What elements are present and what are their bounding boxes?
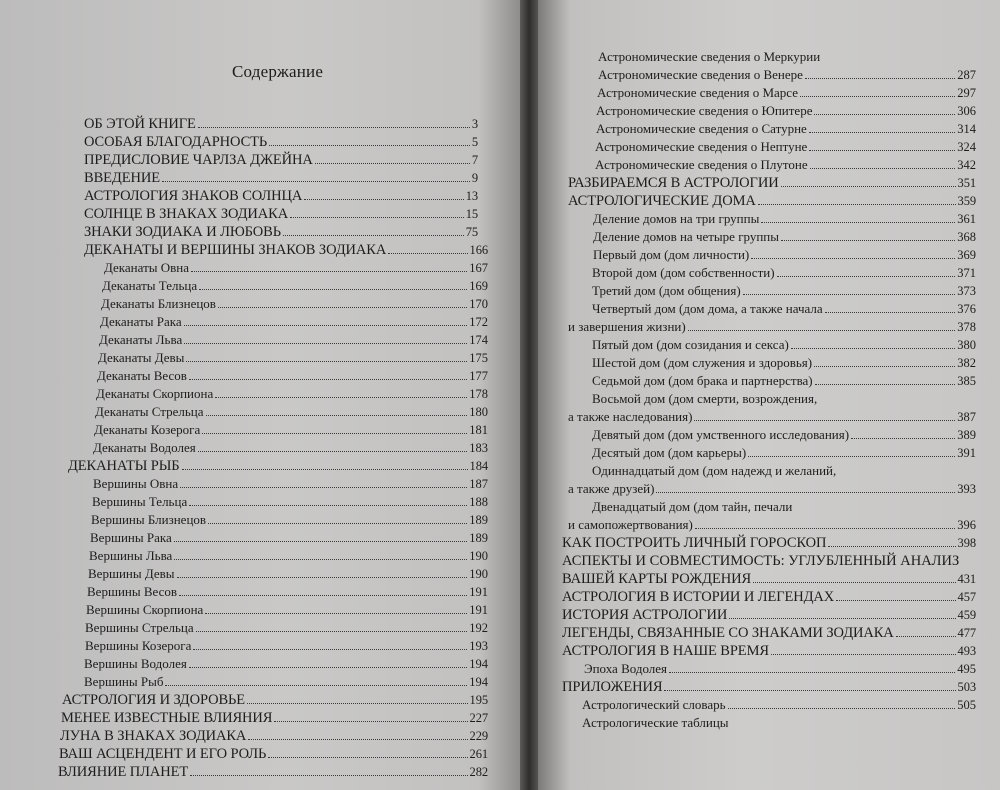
toc-entry	[88, 565, 488, 583]
toc-entry	[562, 606, 976, 624]
toc-entry-title: Деканаты Стрельца	[95, 404, 204, 419]
toc-entry	[84, 169, 478, 187]
toc-entry-title: Третий дом (дом общения)	[592, 283, 741, 298]
toc-entry	[584, 660, 976, 678]
toc-entry	[93, 439, 488, 457]
toc-entry-page: 190	[469, 549, 488, 563]
dot-leader	[791, 348, 955, 349]
dot-leader	[268, 757, 467, 758]
toc-entry-page: 459	[957, 608, 976, 622]
toc-entry-title: Деканаты Козерога	[94, 422, 201, 437]
toc-entry-title: Шестой дом (дом служения и здоровья)	[592, 355, 813, 370]
toc-entry	[68, 457, 488, 475]
toc-entry-title: Двенадцатый дом (дом тайн, печали	[592, 499, 793, 514]
toc-entry-page: 177	[469, 369, 488, 383]
toc-entry-page: 195	[469, 693, 488, 707]
toc-entry	[104, 259, 488, 277]
toc-entry-page: 172	[469, 315, 488, 329]
toc-entry-page: 167	[469, 261, 488, 275]
toc-entry-title: Астрономические сведения о Плутоне	[595, 157, 808, 172]
dot-leader	[771, 654, 956, 655]
dot-leader	[896, 636, 956, 637]
toc-entry-title: ПРЕДИСЛОВИЕ ЧАРЛЗА ДЖЕЙНА	[84, 152, 313, 168]
toc-entry-title: Деканаты Тельца	[102, 278, 198, 293]
dot-leader	[184, 343, 467, 344]
dot-leader	[290, 217, 464, 218]
toc-entry-title: РАЗБИРАЕМСЯ В АСТРОЛОГИИ	[568, 175, 779, 191]
toc-entry	[592, 390, 817, 408]
toc-entry-page: 387	[957, 410, 976, 424]
dot-leader	[669, 672, 955, 673]
toc-entry-page: 306	[957, 104, 976, 118]
dot-leader	[198, 451, 468, 452]
toc-entry-page: 378	[957, 320, 976, 334]
toc-entry	[595, 156, 976, 174]
toc-entry-page: 180	[469, 405, 488, 419]
toc-entry-page: 174	[469, 333, 488, 347]
dot-leader	[729, 618, 955, 619]
toc-entry-page: 192	[469, 621, 488, 635]
toc-entry-title: ЛУНА В ЗНАКАХ ЗОДИАКА	[60, 728, 247, 744]
dot-leader	[196, 631, 468, 632]
dot-leader	[304, 199, 463, 200]
toc-entry	[596, 102, 976, 120]
dot-leader	[198, 127, 470, 128]
toc-entry-page: 359	[957, 194, 976, 208]
dot-leader	[180, 487, 467, 488]
toc-entry-title: Десятый дом (дом карьеры)	[592, 445, 747, 460]
toc-entry-title: Деление домов на четыре группы	[593, 229, 779, 244]
toc-entry	[96, 385, 488, 403]
toc-entry	[86, 601, 488, 619]
toc-entry-page: 15	[465, 207, 478, 221]
toc-entry	[562, 624, 976, 642]
toc-entry-page: 351	[957, 176, 976, 190]
toc-entry-page: 183	[469, 441, 488, 455]
toc-entry-title: Деканаты Льва	[99, 332, 183, 347]
toc-entry	[100, 313, 488, 331]
toc-entry-title: ВВЕДЕНИЕ	[84, 170, 160, 186]
toc-entry-title: Одиннадцатый дом (дом надежд и желаний,	[592, 463, 837, 478]
toc-entry	[562, 642, 976, 660]
toc-entry-title: Деканаты Рака	[100, 314, 182, 329]
dot-leader	[182, 469, 468, 470]
dot-leader	[162, 181, 470, 182]
toc-entry	[84, 187, 478, 205]
toc-entry	[61, 709, 488, 727]
dot-leader	[315, 163, 470, 164]
toc-entry	[95, 403, 488, 421]
dot-leader	[215, 397, 467, 398]
toc-entry-page: 191	[469, 585, 488, 599]
toc-entry-title: Вершины Тельца	[92, 494, 188, 509]
toc-entry	[562, 552, 959, 570]
dot-leader	[664, 690, 955, 691]
toc-entry-title: Вершины Козерога	[85, 638, 192, 653]
toc-entry-page: 368	[957, 230, 976, 244]
toc-entry	[595, 138, 976, 156]
toc-entry-title: АСТРОЛОГИЯ ЗНАКОВ СОЛНЦА	[84, 188, 303, 204]
dot-leader	[174, 541, 468, 542]
toc-entry	[592, 426, 976, 444]
toc-entry-title: Вершины Стрельца	[85, 620, 194, 635]
book-gutter	[520, 0, 538, 790]
toc-entry-title: ЗНАКИ ЗОДИАКА И ЛЮБОВЬ	[84, 224, 281, 240]
dot-leader	[777, 276, 956, 277]
toc-entry	[568, 516, 976, 534]
toc-entry-title: Вершины Весов	[87, 584, 178, 599]
toc-entry-title: а также наследования)	[568, 409, 693, 424]
toc-entry-title: АСТРОЛОГИЯ И ЗДОРОВЬЕ	[62, 692, 246, 708]
toc-entry-page: 229	[469, 729, 488, 743]
toc-entry-title: Деканаты Девы	[98, 350, 185, 365]
toc-entry-page: 190	[469, 567, 488, 581]
toc-entry-title: Вершины Скорпиона	[86, 602, 204, 617]
toc-entry-page: 393	[957, 482, 976, 496]
toc-entry	[85, 619, 488, 637]
toc-entry-page: 396	[957, 518, 976, 532]
toc-entry-page: 9	[471, 171, 478, 185]
toc-entry	[97, 367, 488, 385]
toc-entry-title: Астрономические сведения о Марсе	[597, 85, 798, 100]
dot-leader	[809, 132, 955, 133]
dot-leader	[781, 240, 955, 241]
dot-leader	[274, 721, 467, 722]
toc-entry	[92, 493, 488, 511]
toc-entry-page: 3	[471, 117, 478, 131]
toc-entry-page: 342	[957, 158, 976, 172]
dot-leader	[809, 150, 955, 151]
toc-entry-title: КАК ПОСТРОИТЬ ЛИЧНЫЙ ГОРОСКОП	[562, 535, 827, 551]
toc-entry-title: Четвертый дом (дом дома, а также начала	[592, 301, 823, 316]
toc-entry-title: и самопожертвования)	[568, 517, 693, 532]
toc-entry	[568, 408, 976, 426]
toc-entry-page: 166	[469, 243, 488, 257]
toc-entry-title: Вершины Льва	[89, 548, 173, 563]
toc-entry	[59, 745, 488, 763]
toc-entry	[582, 714, 729, 732]
toc-entry-title: ОБ ЭТОЙ КНИГЕ	[84, 116, 196, 132]
dot-leader	[814, 114, 955, 115]
toc-entry-title: Деление домов на три группы	[593, 211, 760, 226]
dot-leader	[810, 168, 956, 169]
toc-entry-title: ЛЕГЕНДЫ, СВЯЗАННЫЕ СО ЗНАКАМИ ЗОДИАКА	[562, 625, 894, 641]
dot-leader	[728, 708, 956, 709]
toc-entry-page: 75	[465, 225, 478, 239]
toc-entry	[592, 462, 836, 480]
toc-entry-title: Вершины Овна	[93, 476, 179, 491]
dot-leader	[800, 96, 955, 97]
contents-heading: Содержание	[232, 62, 324, 81]
toc-entry	[592, 336, 976, 354]
toc-entry-page: 477	[957, 626, 976, 640]
toc-entry	[568, 480, 976, 498]
toc-entry	[101, 295, 488, 313]
toc-entry-title: Астрономические сведения о Меркурии	[598, 49, 821, 64]
toc-entry	[592, 282, 976, 300]
toc-entry-title: Деканаты Овна	[104, 260, 189, 275]
dot-leader	[743, 294, 956, 295]
toc-entry-page: 287	[957, 68, 976, 82]
toc-entry-title: АСПЕКТЫ И СОВМЕСТИМОСТЬ: УГЛУБЛЕННЫЙ АНАЛИЗ	[562, 553, 960, 569]
toc-entry	[562, 678, 976, 696]
dot-leader	[247, 703, 468, 704]
toc-entry-title: МЕНЕЕ ИЗВЕСТНЫЕ ВЛИЯНИЯ	[61, 710, 273, 726]
dot-leader	[189, 505, 467, 506]
toc-entry-title: Астрологический словарь	[582, 697, 726, 712]
toc-entry	[598, 48, 820, 66]
toc-entry	[598, 66, 976, 84]
dot-leader	[781, 186, 956, 187]
toc-entry-page: 505	[957, 698, 976, 712]
toc-entry	[562, 570, 976, 588]
toc-entry	[99, 331, 488, 349]
toc-entry-title: Вершины Девы	[88, 566, 175, 581]
toc-entry-title: Астрономические сведения о Венере	[598, 67, 803, 82]
toc-entry-page: 382	[957, 356, 976, 370]
toc-entry-page: 282	[469, 765, 488, 779]
toc-entry	[93, 475, 488, 493]
toc-entry-title: Первый дом (дом личности)	[593, 247, 750, 262]
toc-entry-page: 169	[469, 279, 488, 293]
dot-leader	[177, 577, 468, 578]
toc-entry-title: и завершения жизни)	[568, 319, 686, 334]
toc-entry	[90, 529, 488, 547]
toc-entry	[87, 583, 488, 601]
dot-leader	[814, 366, 955, 367]
toc-entry-page: 431	[957, 572, 976, 586]
toc-entry-title: Девятый дом (дом умственного исследования)	[592, 427, 850, 442]
toc-entry-page: 376	[957, 302, 976, 316]
toc-entry-page: 297	[957, 86, 976, 100]
toc-entry-page: 324	[957, 140, 976, 154]
toc-entry-page: 191	[469, 603, 488, 617]
toc-entry-page: 391	[957, 446, 976, 460]
dot-leader	[828, 546, 955, 547]
toc-entry	[84, 115, 478, 133]
dot-leader	[825, 312, 956, 313]
toc-entry-title: Восьмой дом (дом смерти, возрождения,	[592, 391, 818, 406]
toc-entry-page: 380	[957, 338, 976, 352]
toc-entry	[102, 277, 488, 295]
dot-leader	[202, 433, 467, 434]
toc-entry	[593, 210, 976, 228]
toc-entry-title: ДЕКАНАТЫ И ВЕРШИНЫ ЗНАКОВ ЗОДИАКА	[84, 242, 387, 258]
toc-entry	[84, 205, 478, 223]
dot-leader	[179, 595, 467, 596]
dot-leader	[688, 330, 956, 331]
toc-entry	[568, 192, 976, 210]
toc-entry-title: ИСТОРИЯ АСТРОЛОГИИ	[562, 607, 728, 623]
toc-entry	[60, 727, 488, 745]
dot-leader	[199, 289, 467, 290]
toc-entry-title: Пятый дом (дом созидания и секса)	[592, 337, 789, 352]
dot-leader	[753, 582, 956, 583]
toc-entry-page: 503	[957, 680, 976, 694]
toc-entry-page: 170	[469, 297, 488, 311]
dot-leader	[269, 145, 470, 146]
dot-leader	[761, 222, 955, 223]
toc-entry-title: АСТРОЛОГИЯ В ИСТОРИИ И ЛЕГЕНДАХ	[562, 589, 835, 605]
toc-entry-title: Деканаты Скорпиона	[96, 386, 214, 401]
toc-entry-page: 371	[957, 266, 976, 280]
toc-entry-page: 495	[957, 662, 976, 676]
toc-entry	[89, 547, 488, 565]
dot-leader	[189, 379, 467, 380]
toc-entry	[91, 511, 488, 529]
dot-leader	[184, 325, 468, 326]
dot-leader	[186, 361, 467, 362]
toc-entry-page: 361	[957, 212, 976, 226]
right-page	[538, 0, 1000, 790]
toc-entry	[582, 696, 976, 714]
toc-entry-page: 194	[469, 675, 488, 689]
toc-entry-title: Эпоха Водолея	[584, 661, 668, 676]
toc-entry-title: Вершины Близнецов	[91, 512, 207, 527]
toc-entry-page: 385	[957, 374, 976, 388]
toc-entry-title: Астрономические сведения о Сатурне	[596, 121, 807, 136]
toc-entry-page: 373	[957, 284, 976, 298]
toc-entry	[84, 241, 488, 259]
dot-leader	[694, 420, 955, 421]
dot-leader	[656, 492, 955, 493]
dot-leader	[208, 523, 467, 524]
toc-entry	[84, 151, 478, 169]
dot-leader	[205, 613, 467, 614]
toc-entry-page: 7	[471, 153, 478, 167]
toc-entry-page: 261	[469, 747, 488, 761]
toc-entry-title: Второй дом (дом собственности)	[592, 265, 775, 280]
toc-entry-page: 189	[469, 513, 488, 527]
dot-leader	[748, 456, 955, 457]
toc-entry-title: ДЕКАНАТЫ РЫБ	[68, 458, 180, 474]
toc-entry-title: ОСОБАЯ БЛАГОДАРНОСТЬ	[84, 134, 268, 150]
toc-entry-title: ПРИЛОЖЕНИЯ	[562, 679, 663, 695]
toc-entry-page: 175	[469, 351, 488, 365]
dot-leader	[218, 307, 467, 308]
toc-entry-title: АСТРОЛОГИЯ В НАШЕ ВРЕМЯ	[562, 643, 769, 659]
dot-leader	[851, 438, 955, 439]
toc-entry-page: 493	[957, 644, 976, 658]
dot-leader	[191, 271, 467, 272]
toc-entry	[592, 372, 976, 390]
toc-entry	[58, 763, 488, 781]
toc-entry	[84, 133, 478, 151]
toc-entry	[593, 228, 976, 246]
toc-entry	[94, 421, 488, 439]
toc-entry-title: Астрономические сведения о Нептуне	[595, 139, 808, 154]
toc-entry-page: 187	[469, 477, 488, 491]
dot-leader	[248, 739, 467, 740]
toc-entry-page: 314	[957, 122, 976, 136]
toc-entry-title: а также друзей)	[568, 481, 655, 496]
toc-entry	[84, 673, 488, 691]
dot-leader	[836, 600, 955, 601]
toc-entry-page: 369	[957, 248, 976, 262]
toc-entry-title: Вершины Водолея	[84, 656, 187, 671]
toc-entry-page: 398	[957, 536, 976, 550]
toc-entry	[562, 588, 976, 606]
toc-entry-title: ВАШЕЙ КАРТЫ РОЖДЕНИЯ	[562, 571, 752, 587]
toc-entry-title: АСТРОЛОГИЧЕСКИЕ ДОМА	[568, 193, 756, 209]
dot-leader	[815, 384, 956, 385]
toc-entry-page: 457	[957, 590, 976, 604]
toc-entry-page: 227	[469, 711, 488, 725]
toc-entry	[84, 223, 478, 241]
dot-leader	[165, 685, 467, 686]
toc-entry-page: 13	[465, 189, 478, 203]
toc-entry	[568, 318, 976, 336]
toc-entry-page: 184	[469, 459, 488, 473]
dot-leader	[695, 528, 955, 529]
dot-leader	[388, 253, 467, 254]
toc-entry-title: ВЛИЯНИЕ ПЛАНЕТ	[58, 764, 189, 780]
toc-entry-title: СОЛНЦЕ В ЗНАКАХ ЗОДИАКА	[84, 206, 289, 222]
toc-entry-page: 188	[469, 495, 488, 509]
toc-entry	[592, 444, 976, 462]
toc-entry	[85, 637, 488, 655]
toc-entry-page: 189	[469, 531, 488, 545]
toc-entry	[84, 655, 488, 673]
toc-entry-title: ВАШ АСЦЕНДЕНТ И ЕГО РОЛЬ	[59, 746, 267, 762]
toc-entry-page: 5	[471, 135, 478, 149]
toc-entry	[98, 349, 488, 367]
toc-entry-title: Вершины Рыб	[84, 674, 164, 689]
toc-entry-page: 389	[957, 428, 976, 442]
toc-entry	[593, 246, 976, 264]
toc-entry	[592, 498, 792, 516]
toc-entry-page: 193	[469, 639, 488, 653]
dot-leader	[189, 667, 467, 668]
dot-leader	[805, 78, 955, 79]
toc-entry-title: Деканаты Водолея	[93, 440, 196, 455]
toc-entry-title: Седьмой дом (дом брака и партнерства)	[592, 373, 813, 388]
toc-entry	[592, 300, 976, 318]
dot-leader	[283, 235, 464, 236]
toc-entry-title: Астрономические сведения о Юпитере	[596, 103, 813, 118]
toc-entry-page: 181	[469, 423, 488, 437]
toc-entry-title: Деканаты Весов	[97, 368, 187, 383]
dot-leader	[758, 204, 956, 205]
dot-leader	[206, 415, 468, 416]
toc-entry	[596, 120, 976, 138]
toc-entry-title: Деканаты Близнецов	[101, 296, 216, 311]
toc-entry-title: Вершины Рака	[90, 530, 172, 545]
dot-leader	[193, 649, 467, 650]
dot-leader	[751, 258, 955, 259]
toc-entry	[592, 264, 976, 282]
toc-entry-title: Астрологические таблицы	[582, 715, 729, 730]
toc-entry	[562, 534, 976, 552]
dot-leader	[190, 775, 467, 776]
toc-entry	[62, 691, 488, 709]
toc-entry-page: 178	[469, 387, 488, 401]
toc-entry	[592, 354, 976, 372]
toc-entry	[597, 84, 976, 102]
toc-entry	[568, 174, 976, 192]
dot-leader	[174, 559, 467, 560]
toc-entry-page: 194	[469, 657, 488, 671]
